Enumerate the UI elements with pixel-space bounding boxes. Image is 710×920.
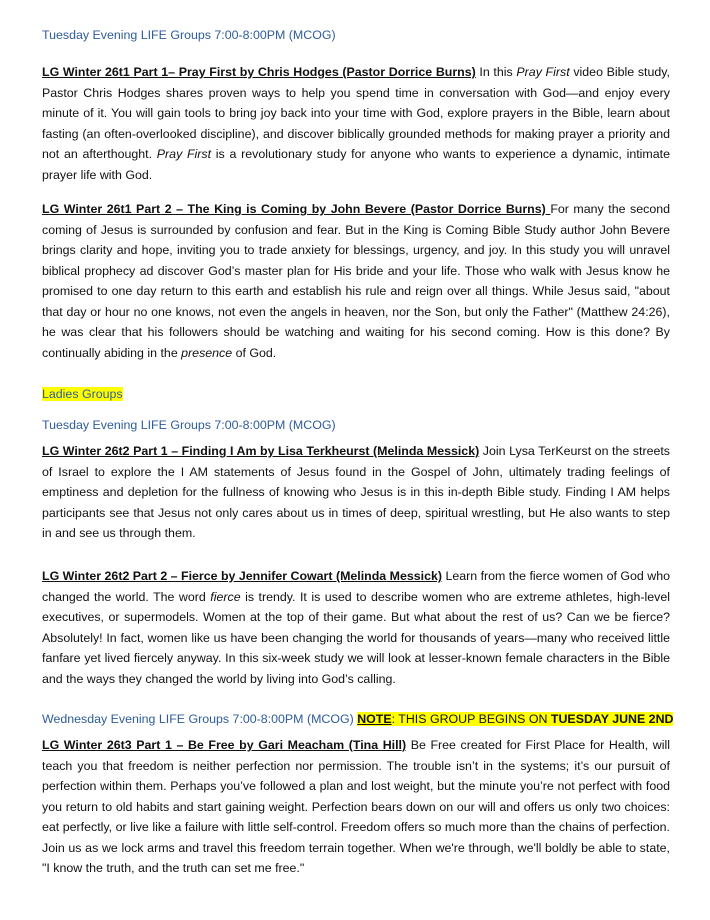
entry-finding-i-am <box>42 441 670 544</box>
entry-king-is-coming <box>42 199 670 363</box>
entry-pray-first-title: LG Winter 26t1 Part 1– Pray First by Chris Hodges (Pastor Dorrice Burns) <box>42 65 476 79</box>
entry-king-is-coming-text: LG Winter 26t1 Part 2 – The King is Coming by John Bevere (Pastor Dorrice Burns) For many the second coming of Jesus is surrounded by confusion and fear. But in the King is Coming Bible Study author John Bevere brings clarity and hope, inviting you to trade anxiety for blessings, urgency, and joy. In this study you will unravel biblical prophecy ad discover God’s master plan for His bride and your life. Those who walk with Jesus know he promised to one day return to this earth and establish his rule and reign over all things. While Jesus said, "about that day or hour no one knows, not even the angels in heaven, nor the Son, but only the Father" (Matthew 24:26), he was clear that his followers should be watching and waiting for his second coming. How is this done? By continually abiding in the presence of God. <box>42 202 670 360</box>
section-header-tuesday-1: Tuesday Evening LIFE Groups 7:00-8:00PM (MCOG) <box>42 28 336 42</box>
ladies-groups-header: Ladies Groups <box>42 387 123 401</box>
entry-fierce <box>42 566 670 689</box>
entry-king-is-coming-title: LG Winter 26t1 Part 2 – The King is Coming by John Bevere (Pastor Dorrice Burns) <box>42 202 551 216</box>
entry-be-free <box>42 735 670 879</box>
entry-pray-first <box>42 62 670 185</box>
entry-fierce-text: LG Winter 26t2 Part 2 – Fierce by Jennifer Cowart (Melinda Messick) Learn from the fierce women of God who changed the world. The word fierce is trendy. It is used to describe women who are extreme athletes, high-level executives, or supermodels. Women at the top of their game. But what about the rest of us? Can we be fierce? Absolutely! In fact, women like us have been changing the world for thousands of years—many who received little fanfare yet lived fiercely anyway. In this six-week study we will look at lesser-known female characters in the Bible and the ways they changed the world by living into God’s calling. <box>42 569 671 686</box>
entry-be-free-text: LG Winter 26t3 Part 1 – Be Free by Gari Meacham (Tina Hill) Be Free created for First Place for Health, will teach you that freedom is neither perfection nor permission. The trouble isn’t in the systems; it’s our pursuit of perfection within them. Perhaps you’ve followed a plan and lost weight, but the minute you’re not perfect with food you return to old habits and start gaining weight. Perfection bears down on our will and offers us only two choices: eat perfectly, or live like a failure with little self-control. Freedom offers so much more than the chains of perfection. Join us as we lock arms and travel this freedom terrain together. When we're through, we'll boldly be able to state, "I know the truth, and the truth can set me free." <box>42 738 670 875</box>
entry-finding-i-am-text: LG Winter 26t2 Part 1 – Finding I Am by Lisa Terkheurst (Melinda Messick) Join Lysa TerKeurst on the streets of Israel to explore the I AM statements of Jesus found in the Gospel of John, ultimately trading feelings of emptiness and depletion for the fullness of knowing who Jesus is in this in-depth Bible study. Finding I AM helps participants see that Jesus not only cares about us in times of deep, spiritual wrestling, but He also wants to step in and see us through them. <box>42 444 670 540</box>
entry-be-free-title: LG Winter 26t3 Part 1 – Be Free by Gari Meacham (Tina Hill) <box>42 738 407 752</box>
entry-pray-first-text: LG Winter 26t1 Part 1– Pray First by Chris Hodges (Pastor Dorrice Burns) In this Pray First video Bible study, Pastor Chris Hodges shares proven ways to help you spend time in conversation with God—and enjoy every minute of it. You will gain tools to bring joy back into your time with God, explore prayers in the Bible, learn about fasting (an often-overlooked discipline), and discover biblically grounded methods for making prayer a priority and not an afterthought. Pray First is a revolutionary study for anyone who wants to experience a dynamic, intimate prayer life with God. <box>42 65 670 182</box>
group-begins-note: NOTE: THIS GROUP BEGINS ON TUESDAY JUNE 2ND <box>357 712 674 726</box>
entry-finding-i-am-title: LG Winter 26t2 Part 1 – Finding I Am by Lisa Terkheurst (Melinda Messick) <box>42 444 480 458</box>
entry-fierce-title: LG Winter 26t2 Part 2 – Fierce by Jennifer Cowart (Melinda Messick) <box>42 569 442 583</box>
section-header-tuesday-2: Tuesday Evening LIFE Groups 7:00-8:00PM (MCOG) <box>42 418 336 432</box>
section-header-wednesday: Wednesday Evening LIFE Groups 7:00-8:00PM (MCOG) NOTE: THIS GROUP BEGINS ON TUESDAY JUNE 2ND <box>42 712 674 726</box>
